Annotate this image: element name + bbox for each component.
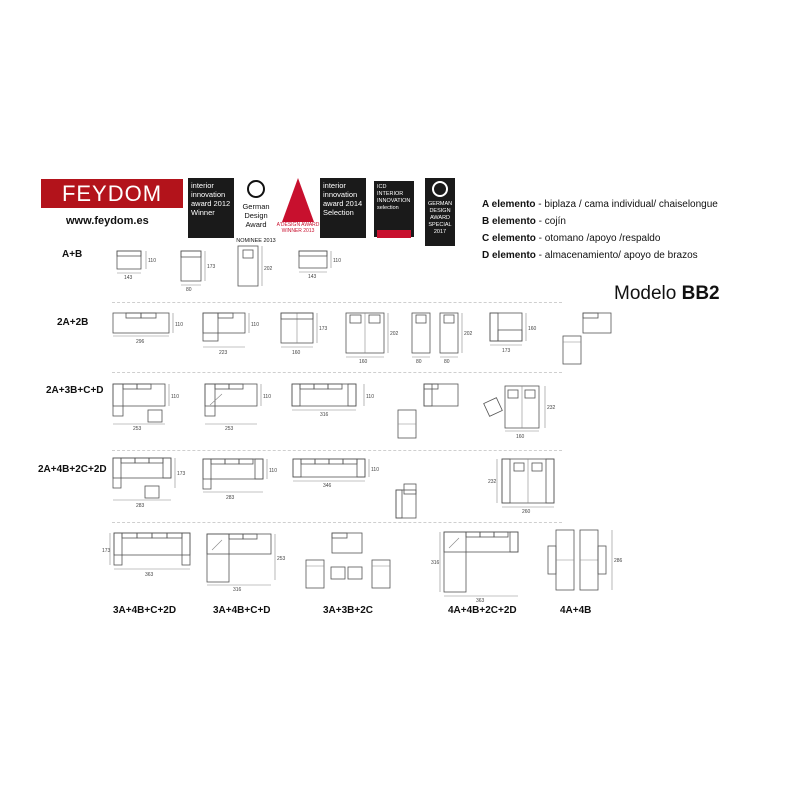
- bottom-label-4a-4b-2c-2d: 4A+4B+2C+2D: [448, 605, 517, 616]
- row-label-2a-4b-2c-2d: 2A+4B+2C+2D: [38, 464, 107, 475]
- plan-2a-2b-1: [113, 313, 183, 345]
- plan-2a-3b-c-d-5: [484, 386, 556, 440]
- award-ici-selection: ICD INTERIOR INNOVATION selection: [374, 181, 414, 237]
- row-label-a-b: A+B: [62, 249, 83, 260]
- dim-r2-11: 173: [502, 348, 511, 354]
- dim-r5-4: 316: [431, 560, 440, 566]
- dim-r4-2: 283: [226, 495, 235, 501]
- plan-4a-4b: [548, 530, 623, 590]
- plan-2a-3b-c-d-4: [398, 384, 458, 438]
- plan-2a-2b-2: [203, 313, 259, 356]
- plan-3a-3b-2c: [306, 533, 390, 588]
- dim-r2-5: 173: [319, 326, 328, 332]
- dim-r1-4: 202: [264, 266, 273, 272]
- dim-r3-5: 110: [366, 394, 374, 400]
- plan-2a-4b-2c-2d-2: [203, 459, 277, 501]
- dim-r4-7: 260: [522, 509, 531, 515]
- bottom-label-4a-4b: 4A+4B: [560, 605, 592, 616]
- dim-r2-8: 80: [416, 359, 422, 365]
- legend-c: C elemento - otomano /apoyo /respaldo: [482, 233, 661, 244]
- dim-r1-2: 80: [186, 287, 192, 293]
- dim-r1-5: 143: [308, 274, 317, 280]
- model-title: Modelo BB2: [614, 283, 720, 304]
- plan-2a-2b-3: [281, 313, 328, 356]
- dim-r3-2: 253: [225, 426, 234, 432]
- plan-2a-2b-7: [563, 313, 611, 364]
- dim-r4-4: 346: [323, 483, 332, 489]
- bottom-label-3a-3b-2c: 3A+3B+2C: [323, 605, 374, 616]
- plan-a-b-1: [117, 251, 156, 281]
- award-interior-2012: interior innovation award 2012 Winner: [188, 178, 234, 238]
- dim-r1-1: 110: [148, 258, 156, 264]
- plan-2a-2b-4: [346, 313, 399, 365]
- plan-3a-4b-c-2d: [102, 533, 190, 578]
- award-gda-special-2017: GERMAN DESIGN AWARD SPECIAL 2017: [425, 178, 455, 246]
- bottom-label-3a-4b-c-d: 3A+4B+C+D: [213, 605, 271, 616]
- dim-r2-10: 202: [464, 331, 473, 337]
- plan-a-b-4: [299, 251, 341, 280]
- dim-r3-6: 160: [516, 434, 525, 440]
- dim-r5-2: 316: [233, 587, 242, 593]
- dim-r4-0: 283: [136, 503, 145, 509]
- dim-r2-7: 202: [390, 331, 399, 337]
- plan-2a-3b-c-d-3: [292, 384, 374, 418]
- legend-a: A elemento - biplaza / cama individual/ chaiselongue: [482, 199, 718, 210]
- plan-4a-4b-2c-2d: [431, 532, 518, 604]
- dim-r3-0: 253: [133, 426, 142, 432]
- plan-2a-3b-c-d-2: [205, 384, 271, 432]
- dim-r2-1: 110: [175, 322, 183, 328]
- row-label-2a-2b: 2A+2B: [57, 317, 89, 328]
- row-label-2a-3b-c-d: 2A+3B+C+D: [46, 385, 104, 396]
- plan-2a-2b-6: [490, 313, 537, 354]
- feydom-logo: FEYDOM: [41, 179, 183, 208]
- dim-r5-5: 363: [476, 598, 485, 604]
- dim-r5-6: 286: [614, 558, 623, 564]
- dim-r5-3: 253: [277, 556, 286, 562]
- plan-2a-4b-2c-2d-3: [293, 459, 379, 489]
- dim-r1-6: 110: [333, 258, 341, 264]
- legend-b: B elemento - cojín: [482, 216, 566, 227]
- plan-a-b-2: [181, 251, 216, 293]
- dim-r3-7: 232: [547, 405, 556, 411]
- plan-2a-2b-5: [412, 313, 473, 365]
- award-adesign: A'DESIGN AWARD WINNER 2013: [276, 178, 320, 238]
- dim-r3-1: 110: [171, 394, 179, 400]
- bottom-label-3a-4b-c-2d: 3A+4B+C+2D: [113, 605, 177, 616]
- dim-r2-9: 80: [444, 359, 450, 365]
- plan-3a-4b-c-d: [207, 534, 286, 593]
- dim-r4-3: 110: [269, 468, 277, 474]
- dim-r3-4: 316: [320, 412, 329, 418]
- plan-2a-4b-2c-2d-4: [396, 484, 416, 518]
- legend-d: D elemento - almacenamiento/ apoyo de brazos: [482, 250, 698, 261]
- dim-r4-6: 232: [488, 479, 497, 485]
- website-url[interactable]: www.feydom.es: [66, 215, 149, 227]
- dim-r1-3: 173: [207, 264, 216, 270]
- dim-r2-2: 223: [219, 350, 228, 356]
- dim-r2-6: 160: [359, 359, 368, 365]
- award-german-design-nominee: German Design Award NOMINEE 2013: [236, 178, 276, 238]
- plan-2a-3b-c-d-1: [113, 384, 179, 432]
- dim-r4-1: 173: [177, 471, 186, 477]
- dim-r2-3: 110: [251, 322, 259, 328]
- dim-r4-5: 110: [371, 467, 379, 473]
- dim-r5-0: 173: [102, 548, 111, 554]
- dim-r3-3: 110: [263, 394, 271, 400]
- dim-r2-12: 160: [528, 326, 537, 332]
- plan-2a-4b-2c-2d-5: [488, 459, 554, 515]
- dim-r1-0: 143: [124, 275, 133, 281]
- plan-a-b-3: [238, 246, 273, 286]
- plan-2a-4b-2c-2d-1: [113, 458, 186, 509]
- dim-r2-4: 160: [292, 350, 301, 356]
- dim-r5-1: 363: [145, 572, 154, 578]
- award-interior-2014: interior innovation award 2014 Selection: [320, 178, 366, 238]
- dim-r2-0: 296: [136, 339, 145, 345]
